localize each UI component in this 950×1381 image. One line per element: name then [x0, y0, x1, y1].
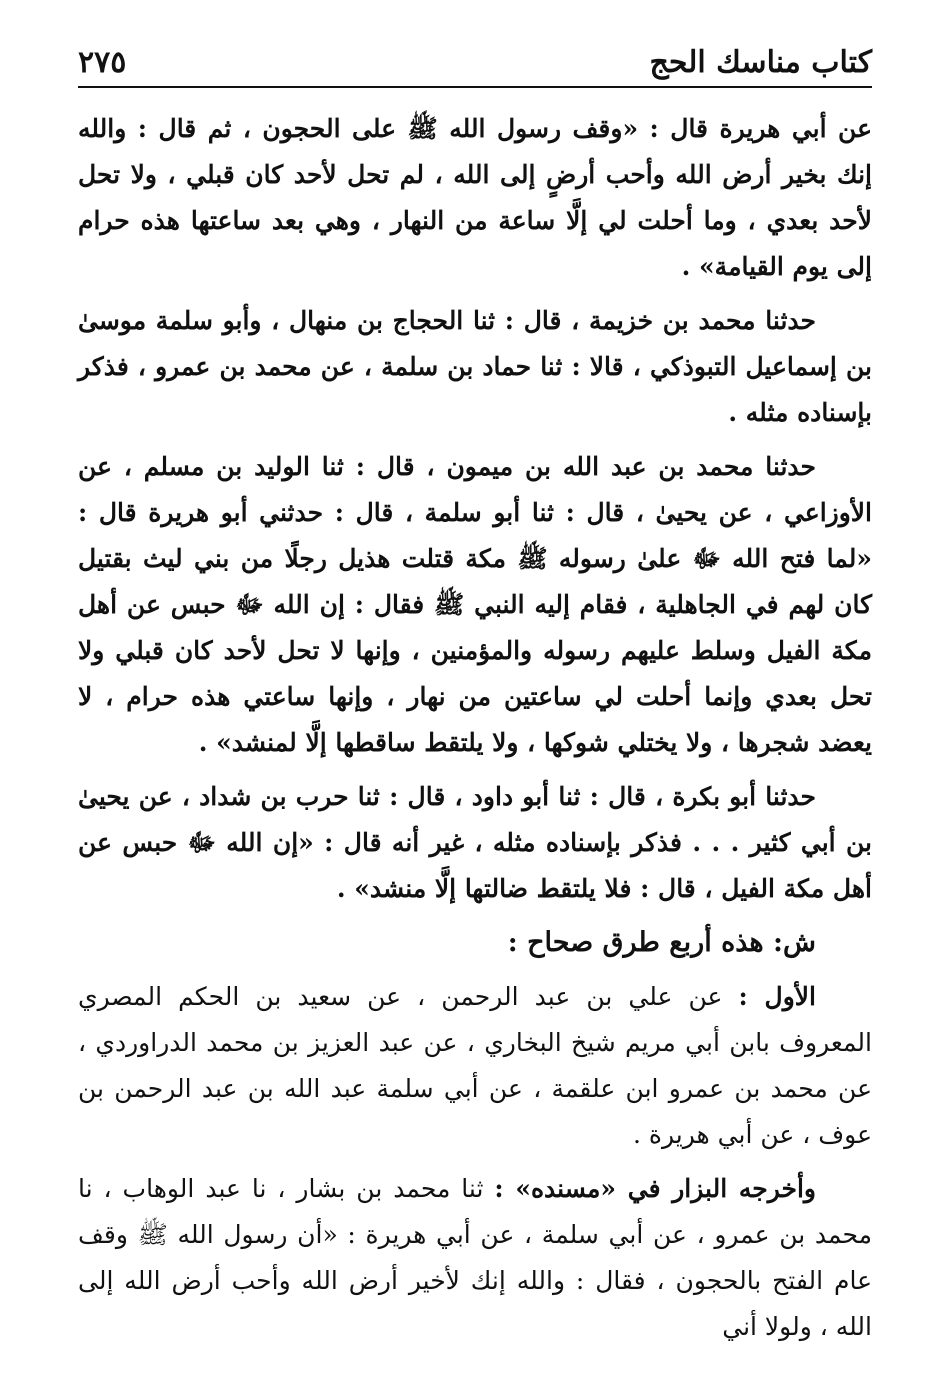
page-number: ٢٧٥: [78, 45, 127, 80]
commentary-text: ثنا محمد بن بشار ، نا عبد الوهاب ، نا محمد بن عمرو ، عن أبي سلمة ، عن أبي هريرة : «أن رسول الله ﷺ وقف عام الفتح بالحجون ، فقال : والله إنك لأخير أرض الله وأحب أرض الله إلى الله ، ولولا أني: [78, 1174, 872, 1341]
commentary-lead: الأول :: [738, 982, 816, 1011]
commentary-text: عن علي بن عبد الرحمن ، عن سعيد بن الحكم المصري المعروف بابن أبي مريم شيخ البخاري ، عن عبد العزيز بن محمد الدراوردي ، عن محمد بن عمرو ابن علقمة ، عن أبي سلمة عبد الله بن عبد الرحمن بن عوف ، عن أبي هريرة .: [78, 982, 872, 1149]
commentary-paragraph-2: [78, 1166, 872, 1350]
isnad-paragraph-4: حدثنا أبو بكرة ، قال : ثنا أبو داود ، قال : ثنا حرب بن شداد ، عن يحيىٰ بن أبي كثير . . . فذكر بإسناده مثله ، غير أنه قال : «إن الله ﷻ حبس عن أهل مكة الفيل ، قال : فلا يلتقط ضالتها إلَّا منشد» .: [78, 782, 872, 903]
page-body: [78, 106, 872, 1350]
hadith-paragraph-3: حدثنا محمد بن عبد الله بن ميمون ، قال : ثنا الوليد بن مسلم ، عن الأوزاعي ، عن يحيىٰ ، قال : ثنا أبو سلمة ، قال : حدثني أبو هريرة قال : «لما فتح الله ﷻ علىٰ رسوله ﷺ مكة قتلت هذيل رجلًا من بني ليث بقتيل كان لهم في الجاهلية ، فقام إليه النبي ﷺ فقال : إن الله ﷻ حبس عن أهل مكة الفيل وسلط عليهم رسوله والمؤمنين ، وإنها لا تحل لأحد كان قبلي ولا تحل بعدي وإنما أحلت لي ساعتين من نهار ، وإنها ساعتي هذه حرام ، لا يعضد شجرها ، ولا يختلي شوكها ، ولا يلتقط ساقطها إلَّا لمنشد» .: [78, 452, 872, 757]
page-header: [78, 26, 872, 88]
hadith-paragraph-1: عن أبي هريرة قال : «وقف رسول الله ﷺ على الحجون ، ثم قال : والله إنك بخير أرض الله وأحب أرضٍ إلى الله ، لم تحل لأحد كان قبلي ، ولا تحل لأحد بعدي ، وما أحلت لي إلَّا ساعة من النهار ، وهي بعد ساعتها هذه حرام إلى يوم القيامة» .: [78, 114, 872, 281]
book-chapter-title: كتاب مناسك الحج: [649, 45, 872, 80]
book-page: [78, 26, 872, 1358]
commentary-paragraph-1: [78, 974, 872, 1158]
isnad-paragraph-2: حدثنا محمد بن خزيمة ، قال : ثنا الحجاج بن منهال ، وأبو سلمة موسىٰ بن إسماعيل التبوذكي ، قالا : ثنا حماد بن سلمة ، عن محمد بن عمرو ، فذكر بإسناده مثله .: [78, 306, 872, 427]
commentary-lead: وأخرجه البزار في «مسنده» :: [494, 1174, 816, 1203]
commentary-heading: ش: هذه أربع طرق صحاح :: [507, 927, 816, 958]
